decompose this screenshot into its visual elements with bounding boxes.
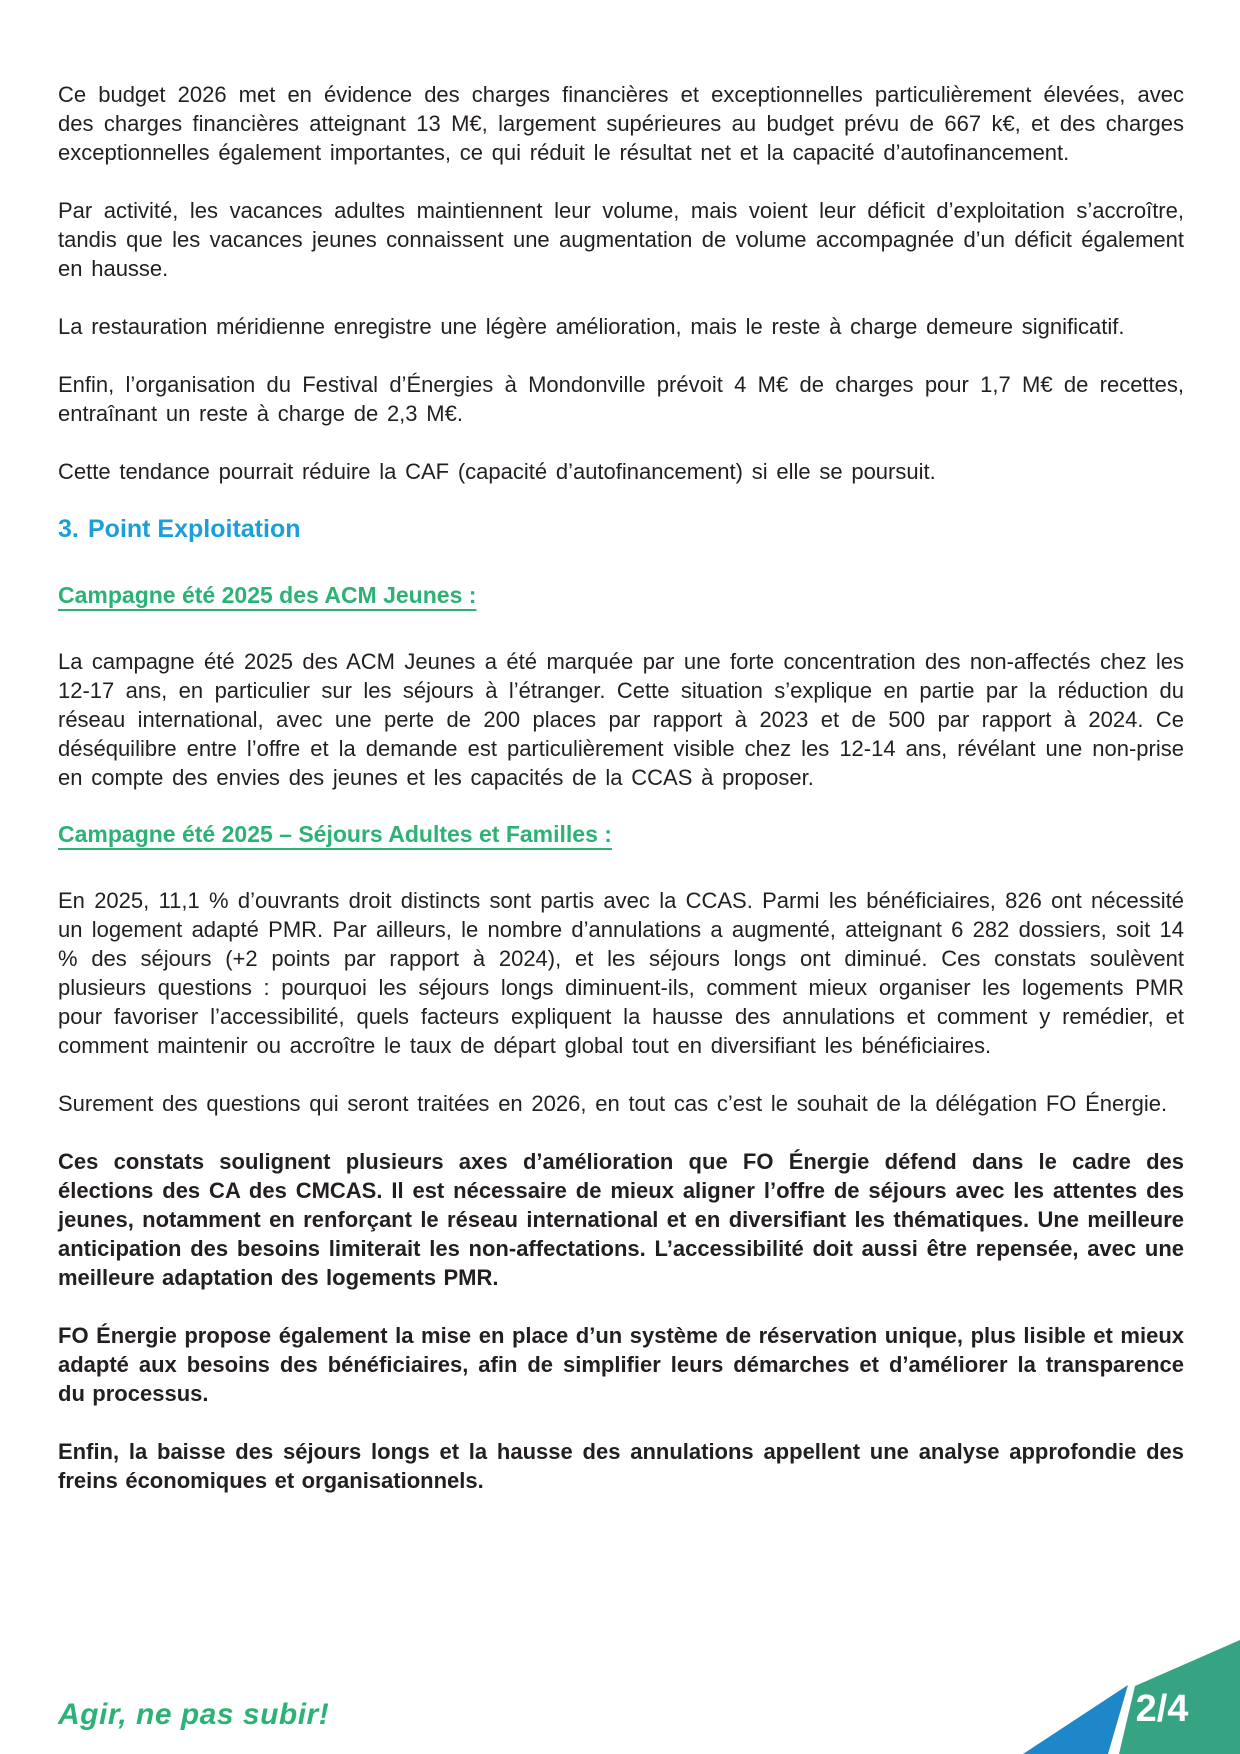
subheading-campagne-sejours-adultes: Campagne été 2025 – Séjours Adultes et Familles :: [58, 821, 612, 847]
paragraph-festival: Enfin, l’organisation du Festival d’Énergies à Mondonville prévoit 4 M€ de charges pour 1,7 M€ de recettes, entraînant un reste à charge de 2,3 M€.: [58, 372, 1184, 426]
paragraph-systeme-reservation: FO Énergie propose également la mise en place d’un système de réservation unique, plus lisible et mieux adapté aux besoins des bénéficiaires, afin de simplifier leurs démarches et d’améliorer la transparence du processus.: [58, 1323, 1184, 1406]
section-number: 3.: [58, 515, 79, 543]
footer-slogan: Agir, ne pas subir!: [58, 1698, 330, 1731]
paragraph-campagne-acm: La campagne été 2025 des ACM Jeunes a été marquée par une forte concentration des non-affectés chez les 12-17 ans, en particulier sur les séjours à l’étranger. Cette situation s’explique en partie par la réduction du réseau international, avec une perte de 200 places par rapport à 2023 et de 500 par rapport à 2024. Ce déséquilibre entre l’offre et la demande est particulièrement visible chez les 12-14 ans, révélant une non-prise en compte des envies des jeunes et les capacités de la CCAS à proposer.: [58, 649, 1184, 790]
paragraph-souhait-delegation: Surement des questions qui seront traitées en 2026, en tout cas c’est le souhait de la délégation FO Énergie.: [58, 1091, 1168, 1116]
page-number-badge: 2/4: [1135, 1688, 1189, 1730]
paragraph-analyse-freins: Enfin, la baisse des séjours longs et la hausse des annulations appellent une analyse approfondie des freins économiques et organisationnels.: [58, 1439, 1184, 1493]
paragraph-restauration: La restauration méridienne enregistre une légère amélioration, mais le reste à charge demeure significatif.: [58, 314, 1125, 339]
paragraph-campagne-sejours: En 2025, 11,1 % d’ouvrants droit distincts sont partis avec la CCAS. Parmi les bénéficiaires, 826 ont nécessité un logement adapté PMR. Par ailleurs, le nombre d’annulations a augmenté, atteignant 6 282 dossiers, soit 14 % des séjours (+2 points par rapport à 2024), et les séjours longs ont diminué. Ces constats soulèvent plusieurs questions : pourquoi les séjours longs diminuent-ils, comment mieux organiser les logements PMR pour favoriser l’accessibilité, quels facteurs expliquent la hausse des annulations et comment y remédier, et comment maintenir ou accroître le taux de départ global tout en diversifiant les bénéficiaires.: [58, 888, 1184, 1058]
paragraph-budget: Ce budget 2026 met en évidence des charges financières et exceptionnelles particulièrement élevées, avec des charges financières atteignant 13 M€, largement supérieures au budget prévu de 667 k€, et des charges exceptionnelles également importantes, ce qui réduit le résultat net et la capacité d’autofinancement.: [58, 82, 1184, 165]
paragraph-axes-amelioration: Ces constats soulignent plusieurs axes d’amélioration que FO Énergie défend dans le cadre des élections des CA des CMCAS. Il est nécessaire de mieux aligner l’offre de séjours avec les attentes des jeunes, notamment en renforçant le réseau international et en diversifiant les thématiques. Une meilleure anticipation des besoins limiterait les non-affectations. L’accessibilité doit aussi être repensée, avec une meilleure adaptation des logements PMR.: [58, 1149, 1184, 1290]
paragraph-activite: Par activité, les vacances adultes maintiennent leur volume, mais voient leur déficit d’exploitation s’accroître, tandis que les vacances jeunes connaissent une augmentation de volume accompagnée d’un déficit également en hausse.: [58, 198, 1184, 281]
section-title: Point Exploitation: [88, 515, 301, 543]
section-heading-point-exploitation: [58, 515, 1184, 544]
ribbon-blue-shape: [1023, 1685, 1128, 1754]
paragraph-tendance-caf: Cette tendance pourrait réduire la CAF (capacité d’autofinancement) si elle se poursuit.: [58, 459, 936, 484]
document-body: [58, 80, 1184, 1524]
subheading-campagne-acm-jeunes: Campagne été 2025 des ACM Jeunes :: [58, 582, 477, 608]
